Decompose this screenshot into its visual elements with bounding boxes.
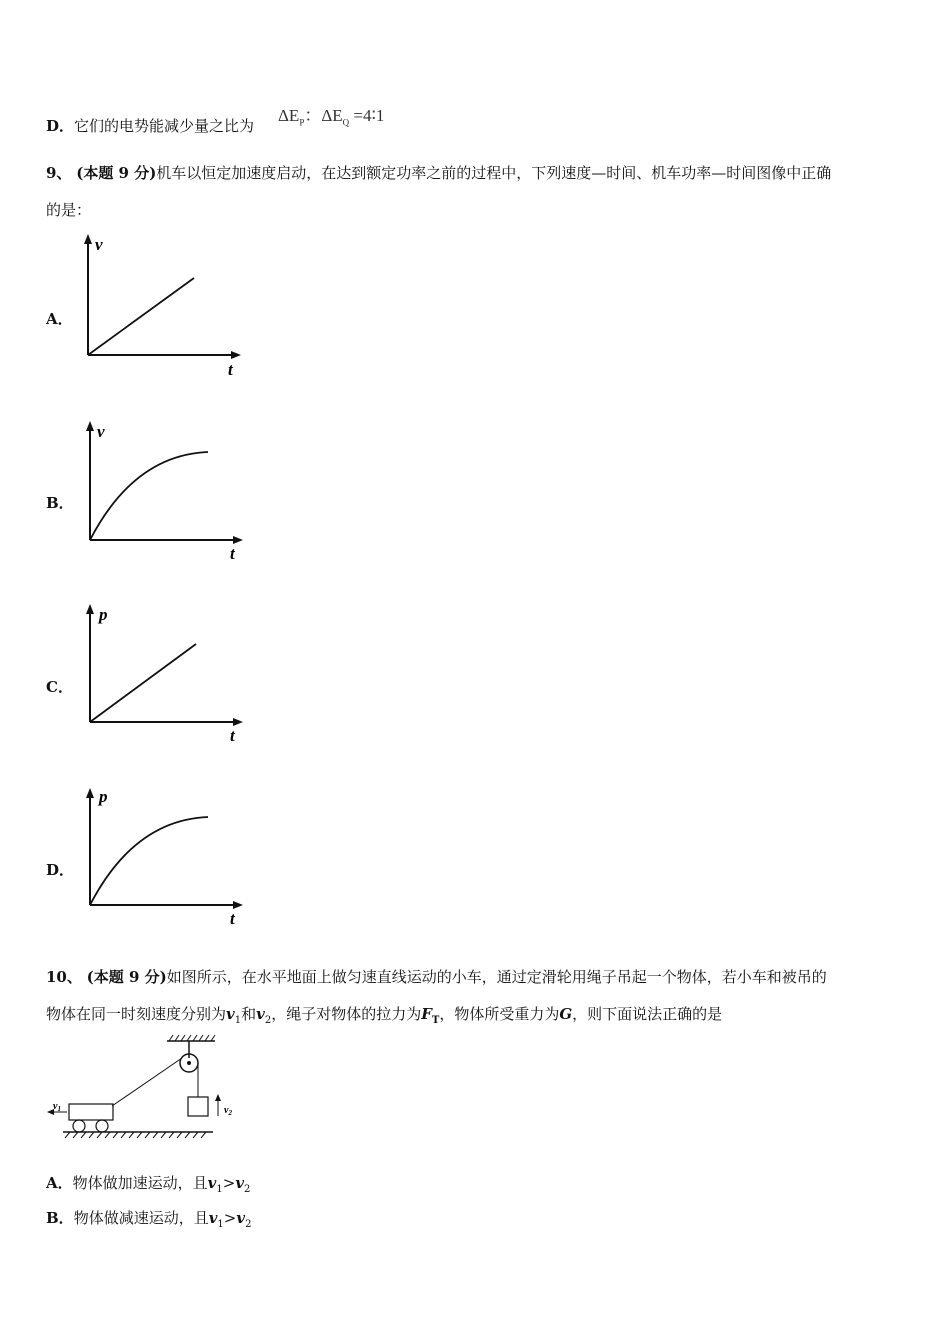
formula-delta-e-p: ΔE bbox=[278, 106, 300, 125]
x-axis-label: t bbox=[230, 909, 235, 928]
q10-stem-part-b: ，绳子对物体的拉力为 bbox=[271, 1005, 422, 1023]
q10-option-b bbox=[46, 1207, 251, 1230]
q9-graph-c bbox=[72, 598, 262, 753]
q9-option-d-label: D． bbox=[46, 861, 75, 879]
y-axis-arrow-icon bbox=[84, 234, 92, 244]
q9-stem-text: 机车以恒定加速度启动，在达到额定功率之前的过程中，下列速度—时间、机车功率—时间图像中正确 bbox=[156, 164, 832, 182]
x-axis-arrow-icon bbox=[233, 536, 243, 544]
q8-option-d-label: D． bbox=[46, 117, 75, 135]
rope-to-cart bbox=[112, 1058, 182, 1106]
q10-stem-text: 如图所示，在水平地面上做匀速直线运动的小车，通过定滑轮用绳子吊起一个物体，若小车和被吊的 bbox=[166, 968, 827, 986]
q10-option-b-v2-sub: 2 bbox=[245, 1219, 252, 1230]
q10-option-a-text: 物体做加速运动，且 bbox=[72, 1174, 208, 1192]
x-axis-arrow-icon bbox=[233, 718, 243, 726]
q10-option-b-v2: v bbox=[236, 1209, 246, 1227]
q9-graph-a bbox=[70, 230, 260, 385]
q10-var-ft-sub: T bbox=[431, 1015, 440, 1026]
q8-option-d-formula bbox=[278, 101, 384, 127]
q10-option-b-v1-sub: 1 bbox=[217, 1219, 224, 1230]
q10-option-a-v1: v bbox=[207, 1174, 217, 1192]
graph-curve bbox=[90, 452, 208, 540]
q9-stem-line2: 的是： bbox=[46, 201, 92, 219]
y-axis-arrow-icon bbox=[86, 604, 94, 614]
q10-stem-line2 bbox=[46, 1003, 722, 1026]
q10-var-v2: v bbox=[256, 1005, 265, 1023]
q10-stem-line1 bbox=[46, 966, 827, 987]
q10-option-a-v2: v bbox=[235, 1174, 245, 1192]
cart-body bbox=[69, 1104, 113, 1120]
y-axis-label: v bbox=[97, 422, 105, 441]
q9-graph-b bbox=[72, 415, 262, 570]
q10-stem-and: 和 bbox=[241, 1005, 257, 1023]
graph-line bbox=[88, 278, 194, 355]
q10-var-ft: F bbox=[421, 1005, 432, 1023]
q8-option-d-text: 它们的电势能减少量之比为 bbox=[74, 117, 255, 135]
formula-sub-p: P bbox=[299, 117, 305, 128]
v1-label: $v_1$ bbox=[53, 1101, 61, 1113]
x-axis-arrow-icon bbox=[231, 351, 241, 359]
q9-graph-d bbox=[72, 782, 262, 937]
formula-colon: ： bbox=[304, 106, 322, 125]
q10-option-a-label: A． bbox=[46, 1174, 73, 1192]
q10-option-b-text: 物体做减速运动，且 bbox=[73, 1209, 209, 1227]
y-axis-label: p bbox=[99, 605, 108, 624]
q10-var-v1: v bbox=[226, 1005, 235, 1023]
x-axis-label: t bbox=[230, 544, 235, 563]
x-axis-arrow-icon bbox=[233, 901, 243, 909]
q9-option-a-label: A． bbox=[46, 310, 73, 328]
q10-var-v2-sub: 2 bbox=[264, 1015, 272, 1026]
q10-option-b-label: B． bbox=[46, 1209, 74, 1227]
v2-arrowhead-icon bbox=[215, 1094, 221, 1101]
q10-option-a bbox=[46, 1172, 250, 1195]
q8-option-d bbox=[46, 115, 254, 136]
q10-number: 10、 bbox=[46, 968, 82, 986]
y-axis-arrow-icon bbox=[86, 421, 94, 431]
q10-tag: (本题 9 分) bbox=[86, 968, 167, 986]
cart-wheel-left bbox=[73, 1120, 85, 1132]
y-axis-label: p bbox=[99, 787, 108, 806]
q10-figure bbox=[45, 1032, 245, 1144]
q9-stem-line1 bbox=[46, 162, 831, 183]
q10-stem-part-d: ，则下面说法正确的是 bbox=[572, 1005, 723, 1023]
q9-tag: (本题 9 分) bbox=[76, 164, 157, 182]
q9-option-c-label: C． bbox=[46, 678, 73, 696]
ceiling-hatch bbox=[169, 1035, 215, 1041]
v2-label: $v_2$ bbox=[224, 1105, 232, 1117]
graph-curve bbox=[90, 817, 208, 905]
graph-line bbox=[90, 644, 196, 722]
q10-option-a-gt: > bbox=[222, 1174, 236, 1192]
y-axis-label: v bbox=[95, 235, 103, 254]
q10-option-b-gt: > bbox=[223, 1209, 237, 1227]
q10-option-a-v1-sub: 1 bbox=[216, 1184, 223, 1195]
formula-ratio: =4∶1 bbox=[353, 106, 385, 125]
hanging-block bbox=[188, 1097, 208, 1116]
x-axis-label: t bbox=[230, 726, 235, 745]
q9-option-b-label: B． bbox=[46, 494, 74, 512]
formula-delta-e-q: ΔE bbox=[321, 106, 343, 125]
q10-option-a-v2-sub: 2 bbox=[244, 1184, 251, 1195]
pulley-axle bbox=[187, 1061, 191, 1065]
formula-sub-q: Q bbox=[342, 117, 350, 128]
q10-var-g: G bbox=[559, 1005, 573, 1023]
q10-stem-part-a: 物体在同一时刻速度分别为 bbox=[46, 1005, 227, 1023]
q10-var-v1-sub: 1 bbox=[234, 1015, 242, 1026]
cart-wheel-right bbox=[96, 1120, 108, 1132]
ground-hatch bbox=[65, 1132, 206, 1138]
q9-number: 9、 bbox=[46, 164, 72, 182]
x-axis-label: t bbox=[228, 360, 233, 379]
q10-stem-part-c: ，物体所受重力为 bbox=[439, 1005, 560, 1023]
q10-option-b-v1: v bbox=[208, 1209, 218, 1227]
y-axis-arrow-icon bbox=[86, 788, 94, 798]
